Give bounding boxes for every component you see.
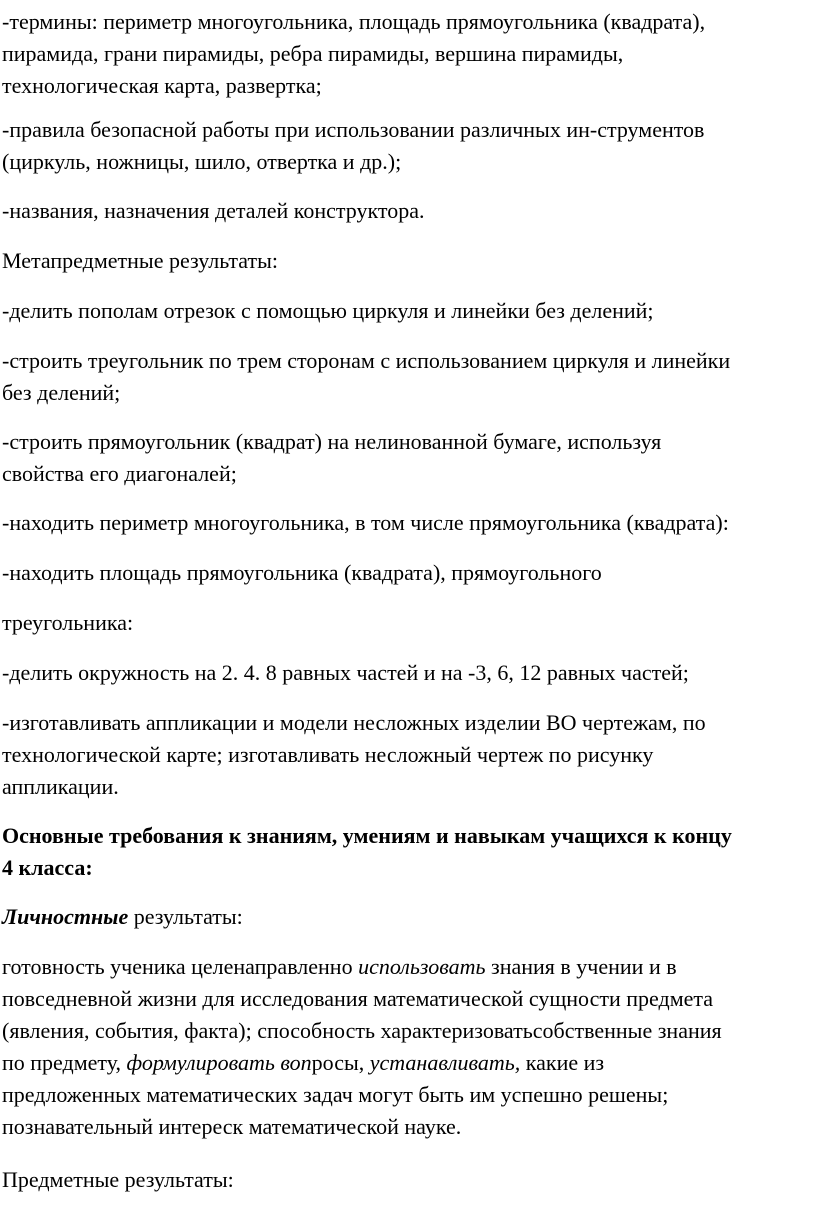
text-line: -правила безопасной работы при использовании различных ин-струментов <box>2 117 705 142</box>
paragraph-build-rectangle <box>2 426 814 490</box>
text-line <box>2 951 814 983</box>
text-line: предложенных математических задач могут быть им успешно решены; <box>2 1082 669 1107</box>
text-line: повседневной жизни для исследования математической сущности предмета <box>2 986 714 1011</box>
text-line: -находить периметр многоугольника, в том числе прямоугольника (квадрата): <box>2 510 729 535</box>
text-line: технологическая карта, развертка; <box>2 73 322 98</box>
text-line: без делений; <box>2 380 121 405</box>
plain-text: знания в учении и в <box>485 954 677 979</box>
plain-text: результаты: <box>128 904 243 929</box>
plain-text: росы, <box>311 1050 370 1075</box>
paragraph-readiness <box>2 951 814 1143</box>
text-line: -делить пополам отрезок с помощью циркуля и линейки без делений; <box>2 298 654 323</box>
text-line <box>2 901 814 933</box>
text-line: -изготавливать аппликации и модели несложных изделии ВО чертежам, по <box>2 710 706 735</box>
text-line: технологической карте; изготавливать несложный чертеж по рисунку <box>2 742 654 767</box>
text-line: познавательный интереск математической науке. <box>2 1114 462 1139</box>
text-line: -строить треугольник по трем сторонам с использованием циркуля и линейки <box>2 348 731 373</box>
text-line: -строить прямоугольник (квадрат) на нелинованной бумаге, используя <box>2 429 662 454</box>
italic-text: использовать <box>358 954 486 979</box>
paragraph-perimeter <box>2 507 814 539</box>
paragraph-area <box>2 557 814 589</box>
heading-line: Основные требования к знаниям, умениям и навыкам учащихся к концу <box>2 823 732 848</box>
section-heading <box>2 820 814 884</box>
italic-text: формулировать воп <box>126 1050 312 1075</box>
text-line: Метапредметные результаты: <box>2 248 279 273</box>
paragraph-terms <box>2 6 814 102</box>
text-line <box>2 1047 814 1079</box>
plain-text: по предмету, <box>2 1050 127 1075</box>
text-line: -находить площадь прямоугольника (квадрата), прямоугольного <box>2 560 602 585</box>
text-line: пирамида, грани пирамиды, ребра пирамиды, вершина пирамиды, <box>2 41 624 66</box>
paragraph-applications <box>2 707 814 803</box>
paragraph-build-triangle <box>2 345 814 409</box>
paragraph-constructor-parts <box>2 195 814 227</box>
plain-text: готовность ученика целенаправленно <box>2 954 359 979</box>
text-line: аппликации. <box>2 774 119 799</box>
text-line: треугольника: <box>2 610 134 635</box>
paragraph-meta-results <box>2 245 814 277</box>
text-line: -названия, назначения деталей конструктора. <box>2 198 425 223</box>
text-line: Предметные результаты: <box>2 1167 234 1192</box>
paragraph-safety-rules <box>2 114 814 178</box>
paragraph-divide-circle <box>2 657 814 689</box>
italic-text: устанавливать, <box>369 1050 521 1075</box>
text-line: свойства его диагоналей; <box>2 461 237 486</box>
paragraph-triangle <box>2 607 814 639</box>
text-line: (явления, события, факта); способность характеризоватьсобственные знания <box>2 1018 722 1043</box>
paragraph-bisect-segment <box>2 295 814 327</box>
emphasis-text: Личностные <box>2 904 129 929</box>
heading-line: 4 класса: <box>2 855 93 880</box>
text-line: (циркуль, ножницы, шило, отвертка и др.); <box>2 149 402 174</box>
paragraph-personal-results <box>2 901 814 933</box>
text-line: -делить окружность на 2. 4. 8 равных частей и на -3, 6, 12 равных частей; <box>2 660 689 685</box>
paragraph-subject-results <box>2 1164 814 1196</box>
plain-text: какие из <box>520 1050 605 1075</box>
text-line: -термины: периметр многоугольника, площадь прямоугольника (квадрата), <box>2 9 706 34</box>
